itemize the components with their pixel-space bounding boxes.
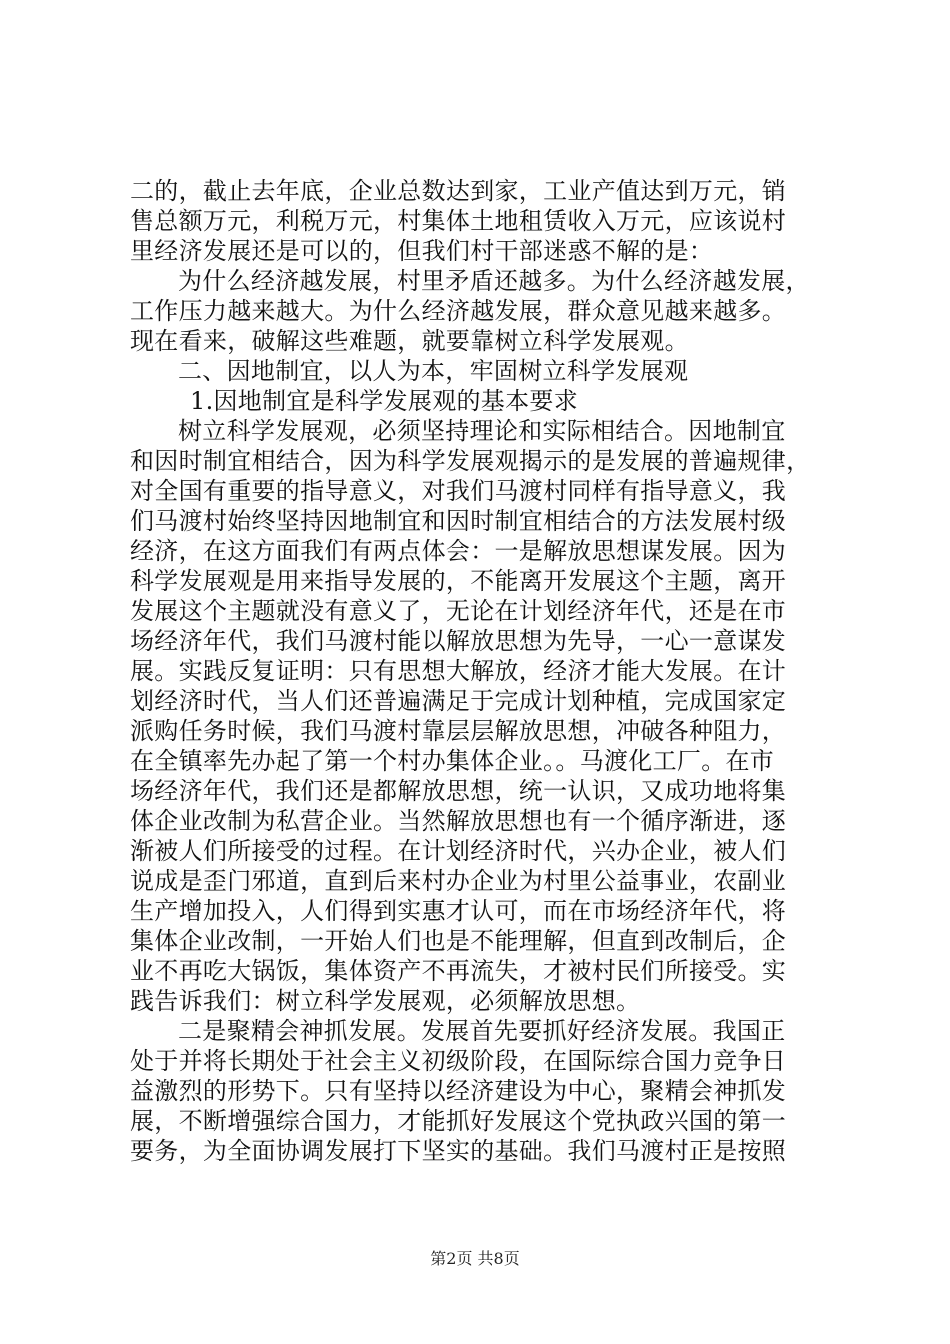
text-line: 们马渡村始终坚持因地制宜和因时制宜相结合的方法发展村级 xyxy=(130,507,787,535)
text-line: 展。实践反复证明：只有思想大解放，经济才能大发展。在计 xyxy=(130,657,787,685)
text-line: 益激烈的形势下。只有坚持以经济建设为中心，聚精会神抓发 xyxy=(130,1077,787,1105)
page-footer: 第2页 共8页 xyxy=(430,1249,520,1268)
text-line: 场经济年代，我们马渡村能以解放思想为先导，一心一意谋发 xyxy=(130,627,787,655)
text-line: 二的，截止去年底，企业总数达到家，工业产值达到万元，销 xyxy=(130,177,787,205)
subsection-heading: 1.因地制宜是科学发展观的基本要求 xyxy=(190,387,578,415)
section-heading: 二、因地制宜，以人为本，牢固树立科学发展观 xyxy=(178,357,689,385)
paragraph-start-line: 二是聚精会神抓发展。发展首先要抓好经济发展。我国正 xyxy=(178,1017,786,1045)
text-line: 展，不断增强综合国力，才能抓好发展这个党执政兴国的第一 xyxy=(130,1107,787,1135)
body-text xyxy=(130,176,830,1166)
text-line: 要务，为全面协调发展打下坚实的基础。我们马渡村正是按照 xyxy=(130,1137,787,1165)
text-line: 现在看来，破解这些难题，就要靠树立科学发展观。 xyxy=(130,327,689,355)
text-line: 在全镇率先办起了第一个村办集体企业。。马渡化工厂。在市 xyxy=(130,747,775,775)
text-line: 处于并将长期处于社会主义初级阶段，在国际综合国力竞争日 xyxy=(130,1047,787,1075)
text-line: 集体企业改制，一开始人们也是不能理解，但直到改制后，企 xyxy=(130,927,787,955)
text-line: 发展这个主题就没有意义了，无论在计划经济年代，还是在市 xyxy=(130,597,787,625)
text-line: 工作压力越来越大。为什么经济越发展，群众意见越来越多。 xyxy=(130,297,787,325)
text-line: 业不再吃大锅饭，集体资产不再流失，才被村民们所接受。实 xyxy=(130,957,787,985)
text-line: 对全国有重要的指导意义，对我们马渡村同样有指导意义，我 xyxy=(130,477,787,505)
text-line: 售总额万元，利税万元，村集体土地租赁收入万元，应该说村 xyxy=(130,207,787,235)
paragraph-start-line: 为什么经济越发展，村里矛盾还越多。为什么经济越发展， xyxy=(178,267,810,295)
text-line: 场经济年代，我们还是都解放思想，统一认识，又成功地将集 xyxy=(130,777,787,805)
text-line: 划经济时代，当人们还普遍满足于完成计划种植，完成国家定 xyxy=(130,687,787,715)
text-line: 说成是歪门邪道，直到后来村办企业为村里公益事业，农副业 xyxy=(130,867,787,895)
text-line: 和因时制宜相结合，因为科学发展观揭示的是发展的普遍规律， xyxy=(130,447,811,475)
text-line: 践告诉我们：树立科学发展观，必须解放思想。 xyxy=(130,987,641,1015)
text-line: 派购任务时候，我们马渡村靠层层解放思想，冲破各种阻力， xyxy=(130,717,787,745)
text-line: 科学发展观是用来指导发展的，不能离开发展这个主题，离开 xyxy=(130,567,787,595)
text-line: 里经济发展还是可以的，但我们村干部迷惑不解的是： xyxy=(130,237,714,265)
text-line: 体企业改制为私营企业。当然解放思想也有一个循序渐进，逐 xyxy=(130,807,787,835)
text-line: 渐被人们所接受的过程。在计划经济时代，兴办企业，被人们 xyxy=(130,837,787,865)
text-line: 经济，在这方面我们有两点体会：一是解放思想谋发展。因为 xyxy=(130,537,787,565)
paragraph-start-line: 树立科学发展观，必须坚持理论和实际相结合。因地制宜 xyxy=(178,417,786,445)
text-line: 生产增加投入，人们得到实惠才认可，而在市场经济年代，将 xyxy=(130,897,787,925)
